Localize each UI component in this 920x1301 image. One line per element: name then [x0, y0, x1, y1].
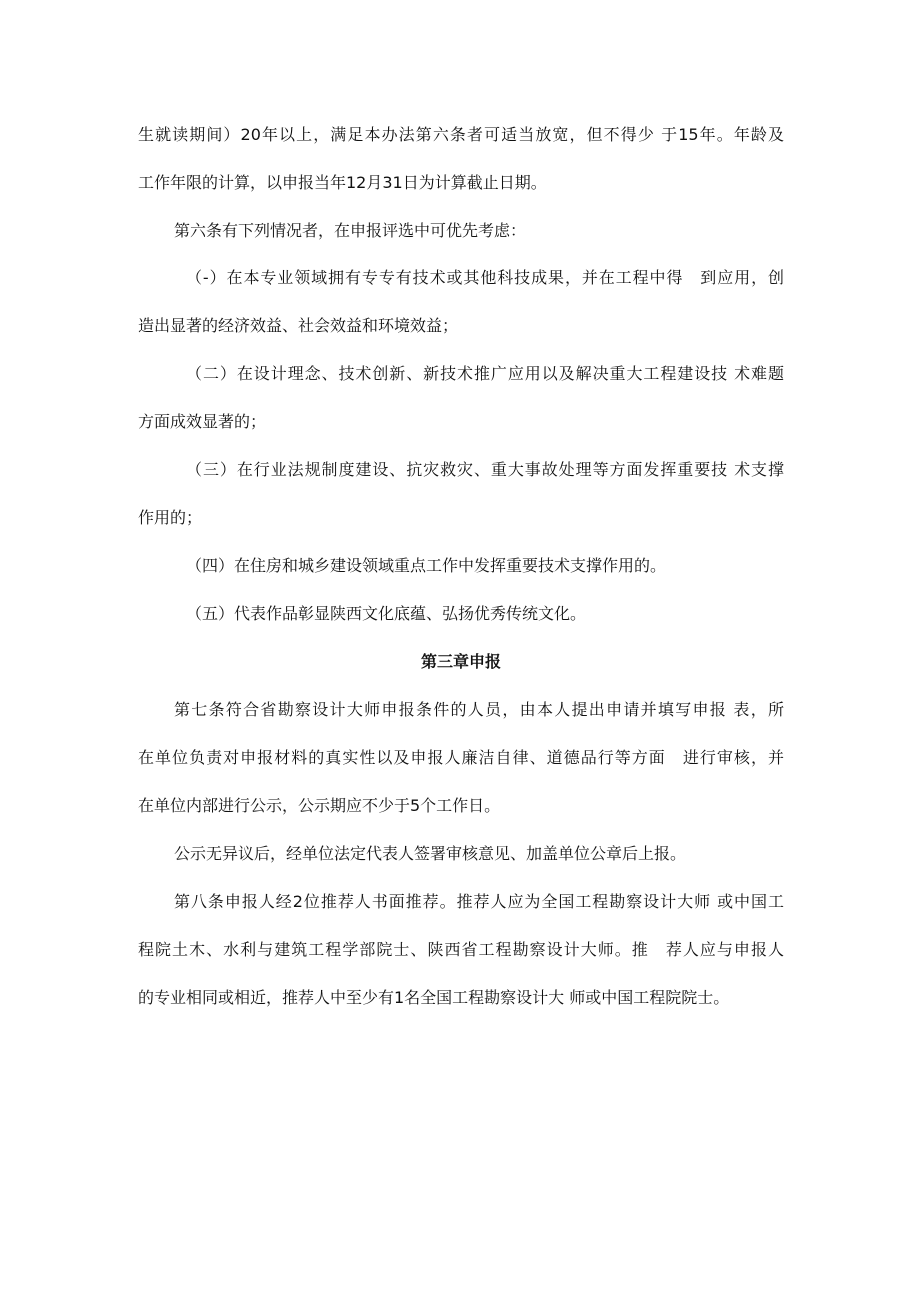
article-6-intro: 第六条有下列情况者，在申报评选中可优先考虑： [174, 221, 527, 240]
article-6-item-3-line-2: 作用的； [138, 508, 203, 527]
article-6-item-5: （五）代表作品彰显陕西文化底蕴、弘扬优秀传统文化。 [186, 604, 587, 623]
publicity-paragraph: 公示无异议后，经单位法定代表人签署审核意见、加盖单位公章后上报。 [174, 844, 687, 863]
article-6-item-4: （四）在住房和城乡建设领域重点工作中发挥重要技术支撑作用的。 [186, 556, 667, 575]
chapter-heading: 第三章申报 [420, 652, 501, 671]
article-8-line-2: 程院土木、水利与建筑工程学部院士、陕西省工程勘察设计大师。推 荐人应与申报人 [138, 940, 784, 959]
article-6-item-1-line-2: 造出显著的经济效益、社会效益和环境效益； [138, 316, 459, 335]
article-7-line-1: 第七条符合省勘察设计大师申报条件的人员，由本人提出申请并填写申报 表，所 [174, 700, 784, 719]
article-6-item-2-line-1: （二）在设计理念、技术创新、新技术推广应用以及解决重大工程建设技 术难题 [186, 364, 784, 383]
article-6-item-2-line-2: 方面成效显著的； [138, 412, 267, 431]
article-6-item-1-line-1: （-）在本专业领域拥有专专有技术或其他科技成果，并在工程中得 到应用，创 [186, 268, 784, 287]
article-8-line-1: 第八条申报人经2位推荐人书面推荐。推荐人应为全国工程勘察设计大师 或中国工 [174, 892, 784, 911]
article-8-line-3: 的专业相同或相近，推荐人中至少有1名全国工程勘察设计大 师或中国工程院院士。 [138, 988, 730, 1007]
paragraph-line-1: 生就读期间）20年以上，满足本办法第六条者可适当放宽，但不得少 于15年。年龄及 [138, 125, 784, 144]
article-7-line-3: 在单位内部进行公示，公示期应不少于5个工作日。 [138, 796, 501, 815]
article-6-item-3-line-1: （三）在行业法规制度建设、抗灾救灾、重大事故处理等方面发挥重要技 术支撑 [186, 460, 784, 479]
paragraph-line-2: 工作年限的计算，以申报当年12月31日为计算截止日期。 [138, 173, 547, 192]
article-7-line-2: 在单位负责对申报材料的真实性以及申报人廉洁自律、道德品行等方面 进行审核，并 [138, 748, 784, 767]
